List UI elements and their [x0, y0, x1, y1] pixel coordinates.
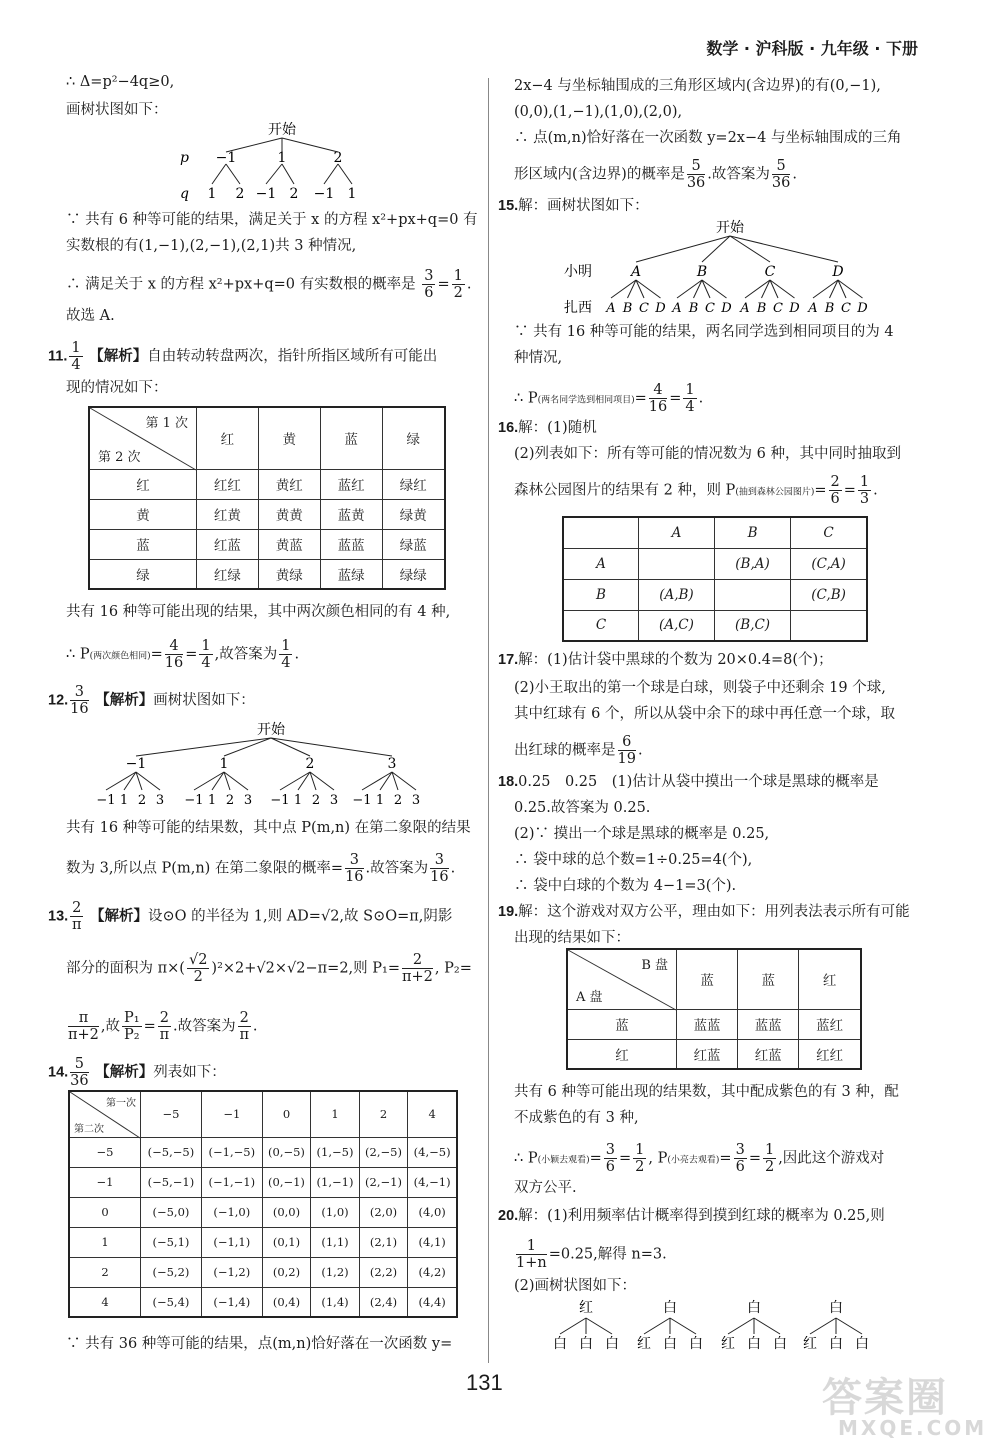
text-line: (2)小王取出的第一个球是白球，则袋子中还剩余 19 个球, [514, 680, 886, 696]
text-line: 共有 16 种等可能的结果数，其中点 P(m,n) 在第二象限的结果 [66, 820, 471, 836]
question-14-head: 14. $\frac{5}{36}$ 【解析】列表如下： [48, 1056, 226, 1089]
col-header: 红 [799, 949, 861, 1009]
tree-leaf: A [808, 301, 818, 316]
question-16-head: 16.解：(1)随机 [498, 420, 597, 436]
text-line: (2)∵ 摸出一个球是黑球的概率是 0.25, [514, 826, 770, 842]
cell: (−5,1) [141, 1227, 202, 1257]
q16-table [562, 516, 868, 642]
tree-branch [310, 772, 334, 790]
watermark-en: MXQE.COM [838, 1416, 988, 1440]
tree-diagram-q15 [560, 216, 890, 316]
tree-diagram-q12 [96, 718, 421, 810]
col-header: 蓝 [738, 949, 799, 1009]
tree-branch [362, 772, 392, 790]
tree-leaf: 2 [289, 186, 299, 202]
tree-row-label-p: p [180, 150, 189, 166]
cell: (4,2) [408, 1257, 457, 1287]
cell: (2,−1) [359, 1167, 408, 1197]
fraction: $\frac{3}{6}$ [424, 268, 434, 301]
row-header: 1 [69, 1227, 141, 1257]
tree-leaf: 白 [605, 1336, 619, 1352]
col-header: 红 [197, 407, 259, 469]
row-header: 红 [89, 469, 197, 499]
cell: (0,2) [262, 1257, 311, 1287]
col-header: 2 [359, 1091, 408, 1137]
col-header: A [639, 517, 715, 548]
cell: (B,C) [714, 610, 790, 641]
probability-line: 形区域内(含边界)的概率是 $\frac{5}{36}$ .故答案为 $\frac{5}{36}$ . [514, 158, 797, 191]
tree-leaf: 白 [553, 1336, 567, 1352]
col-header: B [714, 517, 790, 548]
cell: 红黄 [197, 499, 259, 529]
tree-leaf: 2 [235, 186, 245, 202]
row-header: −5 [69, 1137, 141, 1167]
tree-leaf: D [857, 301, 868, 316]
row-header: 绿 [89, 559, 197, 589]
tree-branch [586, 1318, 612, 1334]
text: ∴ 满足关于 x 的方程 x²+px+q=0 有实数根的概率是 [66, 276, 416, 293]
tree-node: 2 [305, 756, 315, 772]
cell: 蓝红 [799, 1009, 861, 1039]
cell: (B,A) [714, 548, 790, 579]
q14-table [68, 1090, 458, 1318]
question-19-head: 19.解：这个游戏对双方公平，理由如下：用列表法表示所有可能 [498, 904, 910, 920]
tree-leaf: −1 [313, 186, 335, 202]
cell: (4,4) [408, 1287, 457, 1317]
tree-leaf: 白 [663, 1336, 677, 1352]
tree-leaf: A [740, 301, 750, 316]
tree-leaf: C [705, 301, 715, 316]
tree-leaf: 白 [747, 1336, 761, 1352]
row-header: 0 [69, 1197, 141, 1227]
cell: 绿绿 [382, 559, 445, 589]
probability-line: ∴ P(两次颜色相同)= $\frac{4}{16}$ = $\frac{1}{4}$ ,故答案为 $\frac{1}{4}$ . [66, 638, 300, 671]
text-line: (2)列表如下：所有等可能的情况数为 6 种，其中同时抽取到 [514, 446, 901, 462]
tree-leaf: −1 [184, 793, 204, 808]
tree-branch [271, 738, 392, 756]
tree-leaf: −1 [270, 793, 290, 808]
tree-leaf: 3 [155, 793, 165, 808]
cell: 蓝黄 [320, 499, 382, 529]
text-line: ∵ 共有 36 种等可能的结果，点(m,n)恰好落在一次函数 y= [66, 1336, 453, 1352]
cell: (−5,2) [141, 1257, 202, 1287]
table-corner: 第一次 第二次 [69, 1091, 141, 1137]
tree-leaf: A [672, 301, 682, 316]
text-line: ∵ 共有 16 种等可能的结果，两名同学选到相同项目的为 4 [514, 324, 894, 340]
table-corner: B 盘 A 盘 [567, 949, 677, 1009]
cell: 红蓝 [197, 529, 259, 559]
text-line: (0,0),(1,−1),(1,0),(2,0), [514, 104, 683, 120]
tree-branch [280, 772, 310, 790]
tree-leaf: 1 [207, 186, 217, 202]
tree-branch [298, 772, 310, 790]
col-header: −5 [141, 1091, 202, 1137]
cell: (−5,−1) [141, 1167, 202, 1197]
cell: (−5,4) [141, 1287, 202, 1317]
row-header: 蓝 [89, 529, 197, 559]
tree-branch [124, 772, 136, 790]
probability-line: ∴ 满足关于 x 的方程 x²+px+q=0 有实数根的概率是 $\frac{3}{6}$ = $\frac{1}{2}$ . [66, 268, 472, 301]
question-17-head: 17.解：(1)估计袋中黑球的个数为 20×0.4=8(个)； [498, 652, 833, 668]
text-line: 种情况, [514, 350, 563, 366]
text-line: ∵ 共有 6 种等可能的结果，满足关于 x 的方程 x²+px+q=0 有 [66, 212, 478, 228]
text-line: 0.25.故答案为 0.25. [514, 800, 651, 816]
text-line: 双方公平. [514, 1180, 577, 1196]
tree-leaf: 3 [243, 793, 253, 808]
cell: (C,B) [791, 579, 867, 610]
cell: 红红 [197, 469, 259, 499]
row-header: −1 [69, 1167, 141, 1197]
tree-branch [392, 772, 416, 790]
cell: (C,A) [791, 548, 867, 579]
column-divider [488, 78, 489, 1363]
question-15-head: 15.解：画树状图如下： [498, 198, 649, 214]
tree-branch [380, 772, 392, 790]
row-header: 蓝 [567, 1009, 677, 1039]
cell: (4,−5) [408, 1137, 457, 1167]
cell: (4,−1) [408, 1167, 457, 1197]
cell: (1,2) [311, 1257, 360, 1287]
tree-leaf: C [773, 301, 783, 316]
cell: (−1,1) [201, 1227, 262, 1257]
tree-node: A [630, 264, 642, 280]
tree-leaf: 白 [689, 1336, 703, 1352]
text-line: 画树状图如下： [66, 102, 168, 118]
tree-diagram-q10 [170, 120, 390, 206]
cell: 绿蓝 [382, 529, 445, 559]
text-line: 不成紫色的有 3 种, [514, 1110, 639, 1126]
tree-branch [212, 772, 224, 790]
tree-root: 开始 [257, 722, 285, 738]
cell: (1,4) [311, 1287, 360, 1317]
cell: 蓝红 [320, 469, 382, 499]
probability-line: ∴ P(小颖去观看)= $\frac{3}{6}$ = $\frac{1}{2}$ , P(小亮去观看)= $\frac{3}{6}$ = $\frac{1}{2}$ ,因此这个游戏对 [514, 1142, 885, 1175]
cell: (2,2) [359, 1257, 408, 1287]
cell [639, 548, 715, 579]
cell: 绿黄 [382, 499, 445, 529]
row-header: A [563, 548, 639, 579]
cell: (1,0) [311, 1197, 360, 1227]
cell: (0,1) [262, 1227, 311, 1257]
cell: 红蓝 [677, 1039, 738, 1069]
fraction: $\frac{1}{2}$ [453, 268, 463, 301]
cell: (−1,4) [201, 1287, 262, 1317]
q19-table [566, 948, 862, 1070]
tree-leaf: 2 [225, 793, 235, 808]
tree-leaf: 白 [773, 1336, 787, 1352]
cell: (−5,−5) [141, 1137, 202, 1167]
col-header: 0 [262, 1091, 311, 1137]
cell: (−1,−1) [201, 1167, 262, 1197]
watermark-cn: 答案圈 [822, 1375, 948, 1421]
col-header: −1 [201, 1091, 262, 1137]
text-line: 2x−4 与坐标轴围成的三角形区域内(含边界)的有(0,−1), [514, 78, 881, 94]
tree-leaf: 红 [803, 1336, 817, 1352]
cell: (A,B) [639, 579, 715, 610]
tree-leaf: 1 [119, 793, 129, 808]
tree-leaf: 3 [329, 793, 339, 808]
cell: 蓝蓝 [320, 529, 382, 559]
probability-line: 数为 3,所以点 P(m,n) 在第二象限的概率= $\frac{3}{16}$ .故答案为 $\frac{3}{16}$ . [66, 852, 456, 885]
cell: (2,1) [359, 1227, 408, 1257]
cell [714, 579, 790, 610]
tree-leaf: D [789, 301, 800, 316]
table-corner [563, 517, 639, 548]
tree-branch [106, 772, 136, 790]
tree-branch [670, 1318, 696, 1334]
col-header: 1 [311, 1091, 360, 1137]
col-header: 蓝 [320, 407, 382, 469]
cell: 黄蓝 [258, 529, 320, 559]
cell: (1,1) [311, 1227, 360, 1257]
text-line: 其中红球有 6 个，所以从袋中余下的球中再任意一个球，取 [514, 706, 895, 722]
cell: (4,1) [408, 1227, 457, 1257]
cell: (1,−1) [311, 1167, 360, 1197]
tree-node: 2 [333, 150, 343, 166]
text-line: 共有 16 种等可能出现的结果，其中两次颜色相同的有 4 种, [66, 604, 451, 620]
cell [791, 610, 867, 641]
tree-leaf: B [622, 301, 633, 316]
cell: (A,C) [639, 610, 715, 641]
tree-branch [836, 1318, 862, 1334]
text-line: 共有 6 种等可能出现的结果数，其中配成紫色的有 3 种，配 [514, 1084, 899, 1100]
tree-branch [194, 772, 224, 790]
cell: (0,4) [262, 1287, 311, 1317]
cell: 红绿 [197, 559, 259, 589]
question-20-head: 20.解：(1)利用频率估计概率得到摸到红球的概率为 0.25,则 [498, 1208, 885, 1224]
text-line: ∴ 点(m,n)恰好落在一次函数 y=2x−4 与坐标轴围成的三角 [514, 130, 902, 146]
row-header: 红 [567, 1039, 677, 1069]
cell: (−5,0) [141, 1197, 202, 1227]
row-header: 2 [69, 1257, 141, 1287]
tree-leaf: −1 [96, 793, 116, 808]
col-header: 黄 [258, 407, 320, 469]
cell: (2,4) [359, 1287, 408, 1317]
tree-branch [644, 1318, 670, 1334]
tree-leaf: 2 [137, 793, 147, 808]
cell: (2,0) [359, 1197, 408, 1227]
question-18-head: 18.0.25 0.25 (1)估计从袋中摸出一个球是黑球的概率是 [498, 774, 879, 790]
text-line: 部分的面积为 π×( $\frac{√2}{2}$ )²×2+√2×√2−π=2,则 P₁= $\frac{2}{\pi+2}$ , P₂= [66, 952, 472, 985]
table-corner: 第 1 次 第 2 次 [89, 407, 197, 469]
tree-leaf: −1 [255, 186, 277, 202]
cell: 红蓝 [738, 1039, 799, 1069]
tree-node: 红 [579, 1300, 593, 1316]
cell: (0,0) [262, 1197, 311, 1227]
tree-node: −1 [125, 756, 147, 772]
tree-node: 白 [663, 1300, 677, 1316]
text-line: ∴ Δ=p²−4q≥0, [66, 74, 175, 90]
text-line: 出现的结果如下： [514, 930, 630, 946]
tree-branch [224, 772, 248, 790]
tree-branch [136, 738, 271, 756]
tree-leaf: B [824, 301, 835, 316]
row-header: 黄 [89, 499, 197, 529]
col-header: C [791, 517, 867, 548]
text-line: $\frac{\pi}{\pi+2}$ ,故 $\frac{\text{P₁}}{\text{P₂}}$ = $\frac{2}{\pi}$ .故答案为 $\frac{2}{\pi}$ . [68, 1010, 258, 1043]
tree-diagram-q20 [546, 1296, 886, 1352]
tree-leaf: 1 [375, 793, 385, 808]
cell: 蓝绿 [320, 559, 382, 589]
row-header: C [563, 610, 639, 641]
tree-node: 1 [219, 756, 229, 772]
tree-branch [730, 236, 770, 262]
tree-node: 白 [747, 1300, 761, 1316]
tree-branch [728, 1318, 754, 1334]
tree-branch [810, 1318, 836, 1334]
tree-leaf: 1 [207, 793, 217, 808]
tree-root: 开始 [268, 122, 296, 138]
tree-row-label: 扎西 [564, 300, 592, 316]
tree-leaf: B [756, 301, 767, 316]
row-header: 4 [69, 1287, 141, 1317]
cell: (0,−1) [262, 1167, 311, 1197]
cell: (−1,−5) [201, 1137, 262, 1167]
text-line: (2)画树状图如下： [514, 1278, 637, 1294]
tree-leaf: −1 [352, 793, 372, 808]
tree-leaf: 白 [855, 1336, 869, 1352]
tree-leaf: 1 [347, 186, 357, 202]
tree-leaf: A [606, 301, 616, 316]
text-line: ∴ 袋中白球的个数为 4−1=3(个). [514, 878, 737, 894]
tree-node: C [764, 264, 776, 280]
row-header: B [563, 579, 639, 610]
answer-fraction: $\frac{1}{4}$ [71, 340, 81, 373]
cell: 黄黄 [258, 499, 320, 529]
text-line: 故选 A. [66, 308, 115, 324]
tree-leaf: 红 [637, 1336, 651, 1352]
cell: 黄红 [258, 469, 320, 499]
tree-leaf: 白 [579, 1336, 593, 1352]
text-line: 现的情况如下： [66, 380, 168, 396]
tree-branch [136, 772, 160, 790]
tree-leaf: B [688, 301, 699, 316]
text-line: ∴ 袋中球的总个数=1÷0.25=4(个), [514, 852, 753, 868]
cell: 蓝蓝 [677, 1009, 738, 1039]
cell: 绿红 [382, 469, 445, 499]
page-header-title: 数学 · 沪科版 · 九年级 · 下册 [706, 39, 918, 58]
tree-branch [560, 1318, 586, 1334]
probability-line: ∴ P(两名同学选到相同项目)= $\frac{4}{16}$ = $\frac{1}{4}$ . [514, 382, 704, 415]
q11-table [88, 406, 446, 590]
cell: (1,−5) [311, 1137, 360, 1167]
cell: 黄绿 [258, 559, 320, 589]
tree-leaf: 1 [293, 793, 303, 808]
tree-node: 3 [387, 756, 397, 772]
tree-node: 1 [277, 150, 287, 166]
col-header: 4 [408, 1091, 457, 1137]
tree-leaf: 2 [311, 793, 321, 808]
tree-leaf: 白 [829, 1336, 843, 1352]
question-11-head: 11. $\frac{1}{4}$ 【解析】自由转动转盘两次，指针所指区域所有可能出 [48, 340, 438, 373]
tree-row-label-q: q [180, 186, 189, 202]
tree-root: 开始 [716, 220, 744, 236]
tree-node: B [696, 264, 708, 280]
tree-branch [730, 236, 838, 262]
cell: (2,−5) [359, 1137, 408, 1167]
col-header: 绿 [382, 407, 445, 469]
col-header: 蓝 [677, 949, 738, 1009]
page-number: 131 [466, 1370, 503, 1395]
tree-row-label: 小明 [564, 264, 592, 280]
probability-line: 森林公园图片的结果有 2 种，则 P(抽到森林公园图片)= $\frac{2}{6}$ = $\frac{1}{3}$ . [514, 474, 878, 507]
text-line: 实数根的有(1,−1),(2,−1),(2,1)共 3 种情况, [66, 238, 357, 254]
probability-line: 出红球的概率是 $\frac{6}{19}$ . [514, 734, 643, 767]
tree-leaf: 3 [411, 793, 421, 808]
cell: (−1,0) [201, 1197, 262, 1227]
tree-leaf: C [639, 301, 649, 316]
tree-leaf: 2 [393, 793, 403, 808]
tree-node: D [832, 264, 844, 280]
tree-node: −1 [215, 150, 237, 166]
cell: (4,0) [408, 1197, 457, 1227]
cell: (0,−5) [262, 1137, 311, 1167]
cell: 蓝蓝 [738, 1009, 799, 1039]
tree-node: 白 [829, 1300, 843, 1316]
cell: 红红 [799, 1039, 861, 1069]
question-13-head: 13. $\frac{2}{\pi}$ 【解析】设⊙O 的半径为 1,则 AD=√2,故 S⊙O=π,阴影 [48, 900, 453, 933]
tree-leaf: C [841, 301, 851, 316]
tree-branch [754, 1318, 780, 1334]
cell: (−1,2) [201, 1257, 262, 1287]
tree-leaf: D [721, 301, 732, 316]
tree-leaf: D [655, 301, 666, 316]
question-12-head: 12. $\frac{3}{16}$ 【解析】画树状图如下： [48, 684, 255, 717]
tree-leaf: 红 [721, 1336, 735, 1352]
text-line: $\frac{1}{1+n}$ =0.25,解得 n=3. [516, 1238, 667, 1271]
